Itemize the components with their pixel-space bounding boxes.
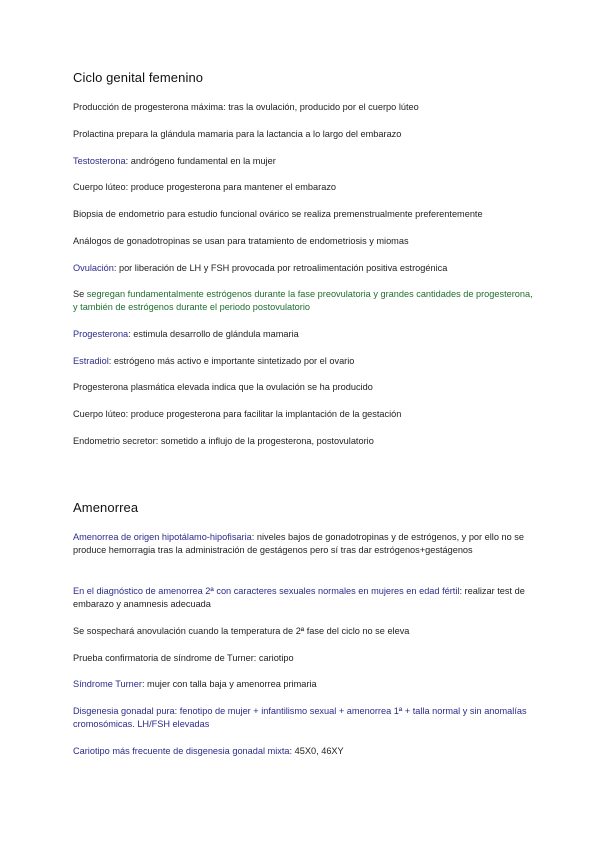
list-item <box>73 328 533 341</box>
list-item <box>73 435 533 448</box>
item-text: Progesterona plasmática elevada indica que la ovulación se ha producido <box>73 382 373 392</box>
item-lead: Disgenesia gonadal pura: fenotipo de mujer + infantilismo sexual + amenorrea 1ª + talla normal y sin anomalías cromosómicas. LH/FSH elevadas <box>73 706 527 729</box>
list-item <box>73 381 533 394</box>
item-lead: Estradiol <box>73 356 109 366</box>
item-lead: Amenorrea de origen hipotálamo-hipofisaria <box>73 532 252 542</box>
item-text: Cuerpo lúteo: produce progesterona para mantener el embarazo <box>73 182 337 192</box>
item-lead: En el diagnóstico de amenorrea 2ª con caracteres sexuales normales en mujeres en edad fértil <box>73 586 460 596</box>
list-item <box>73 155 533 168</box>
list-item <box>73 745 533 758</box>
item-lead: Testosterona <box>73 156 126 166</box>
list-item <box>73 705 533 731</box>
item-lead: Se <box>73 289 87 299</box>
list-item <box>73 208 533 221</box>
section-title-ciclo-genital: Ciclo genital femenino <box>73 70 204 85</box>
item-text: Biopsia de endometrio para estudio funcional ovárico se realiza premenstrualmente preferentemente <box>73 209 483 219</box>
item-text: Cuerpo lúteo: produce progesterona para facilitar la implantación de la gestación <box>73 409 402 419</box>
item-text: segregan fundamentalmente estrógenos durante la fase preovulatoria y grandes cantidades de progesterona, y también de estrógenos durante el periodo postovulatorio <box>73 289 533 312</box>
list-item <box>73 128 533 141</box>
item-text: : mujer con talla baja y amenorrea primaria <box>141 679 317 689</box>
list-item <box>73 652 533 665</box>
item-text: : estrógeno más activo e importante sintetizado por el ovario <box>108 356 355 366</box>
item-text: : realizar test de embarazo y anamnesis adecuada <box>73 586 525 609</box>
item-lead: Cariotipo más frecuente de disgenesia gonadal mixta <box>73 746 290 756</box>
item-lead: Ovulación <box>73 263 114 273</box>
item-text: Endometrio secretor: sometido a influjo de la progesterona, postovulatorio <box>73 436 374 446</box>
item-lead: Progesterona <box>73 329 129 339</box>
section-title-amenorrea: Amenorrea <box>73 500 139 515</box>
list-item <box>73 408 533 421</box>
item-text: : 45X0, 46XY <box>289 746 344 756</box>
item-text: Producción de progesterona máxima: tras la ovulación, producido por el cuerpo lúteo <box>73 102 419 112</box>
item-text: Se sospechará anovulación cuando la temperatura de 2ª fase del ciclo no se eleva <box>73 626 410 636</box>
list-item <box>73 678 533 691</box>
item-text: : andrógeno fundamental en la mujer <box>125 156 276 166</box>
item-text: : niveles bajos de gonadotropinas y de estrógenos, y por ello no se produce hemorragia tras la administración de gestágenos pero sí tras dar estrógenos+gestágenos <box>73 532 524 555</box>
list-item <box>73 101 533 114</box>
list-item <box>73 262 533 275</box>
list-item <box>73 235 533 248</box>
item-text: : estimula desarrollo de glándula mamaria <box>128 329 299 339</box>
list-item <box>73 355 533 368</box>
list-item <box>73 585 533 611</box>
item-text: : por liberación de LH y FSH provocada por retroalimentación positiva estrogénica <box>113 263 448 273</box>
list-item <box>73 288 533 314</box>
item-lead: Síndrome Turner <box>73 679 142 689</box>
list-item <box>73 531 533 557</box>
item-text: Prolactina prepara la glándula mamaria para la lactancia a lo largo del embarazo <box>73 129 402 139</box>
list-item <box>73 181 533 194</box>
item-text: Prueba confirmatoria de síndrome de Turner: cariotipo <box>73 653 294 663</box>
item-text: Análogos de gonadotropinas se usan para tratamiento de endometriosis y miomas <box>73 236 409 246</box>
list-item <box>73 625 533 638</box>
